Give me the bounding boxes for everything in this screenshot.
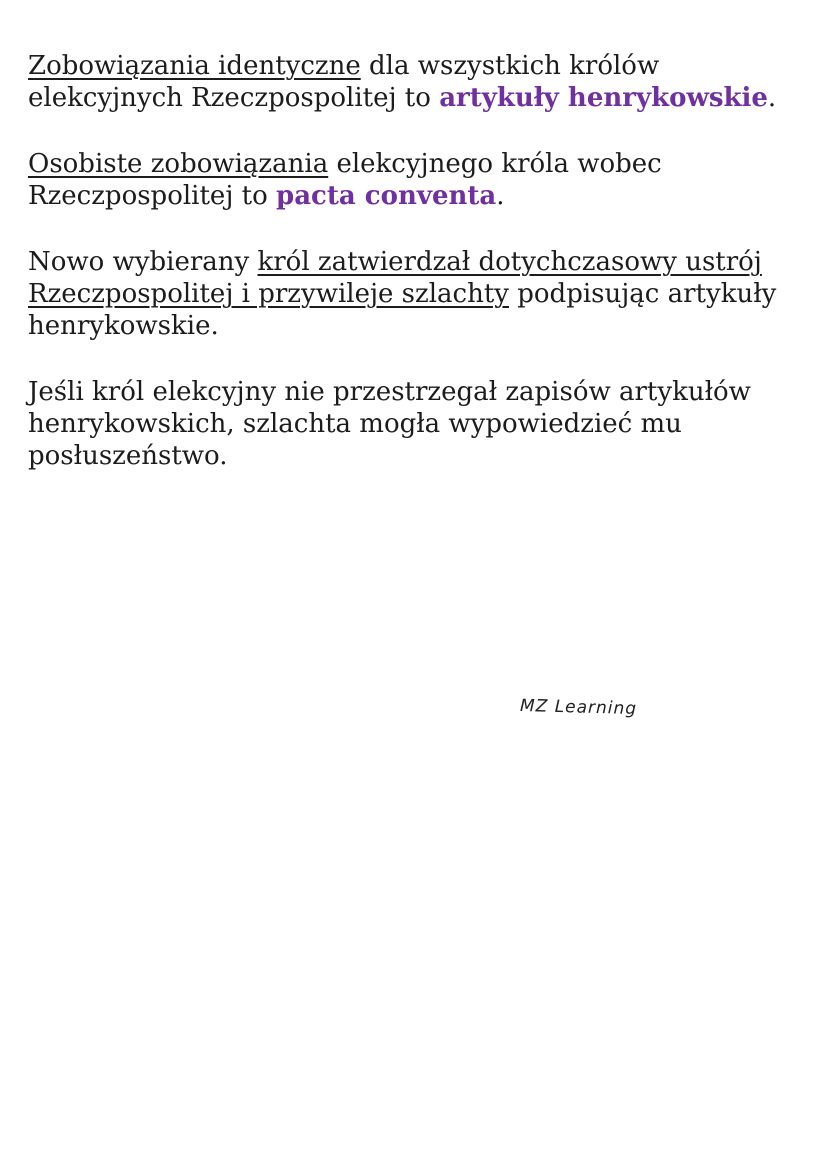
underlined-phrase: Osobiste zobowiązania bbox=[28, 149, 329, 179]
paragraph-text: Jeśli król elekcyjny nie przestrzegał zapisów artykułów henrykowskich, szlachta mogła wypowiedzieć mu posłuszeństwo. bbox=[28, 377, 751, 471]
key-term-henrician-articles: artykuły henrykowskie bbox=[439, 83, 768, 113]
underlined-phrase: król zatwierdzał dotychczasowy ustrój Rzeczpospolitej i przywileje szlachty bbox=[28, 247, 762, 309]
paragraph-text: Nowo wybierany bbox=[28, 247, 258, 277]
note-content bbox=[28, 50, 808, 506]
paragraph-king-confirmation bbox=[28, 246, 808, 342]
paragraph-text: elekcyjnego króla wobec Rzeczpospolitej to bbox=[28, 149, 662, 211]
underlined-phrase: Zobowiązania identyczne bbox=[28, 51, 361, 81]
paragraph-disobedience-right bbox=[28, 376, 808, 472]
key-term-pacta-conventa: pacta conventa bbox=[276, 181, 497, 211]
paragraph-pacta-conventa bbox=[28, 148, 808, 212]
paragraph-end: . bbox=[767, 83, 777, 113]
paragraph-text-continued: podpisując artykuły henrykowskie. bbox=[28, 279, 777, 341]
paragraph-end: . bbox=[496, 181, 505, 211]
paragraph-text: dla wszystkich królów elekcyjnych Rzeczpospolitej to bbox=[28, 51, 660, 113]
paragraph-henrician-articles bbox=[28, 50, 808, 114]
signature-mz-learning: MZ Learning bbox=[519, 696, 638, 720]
